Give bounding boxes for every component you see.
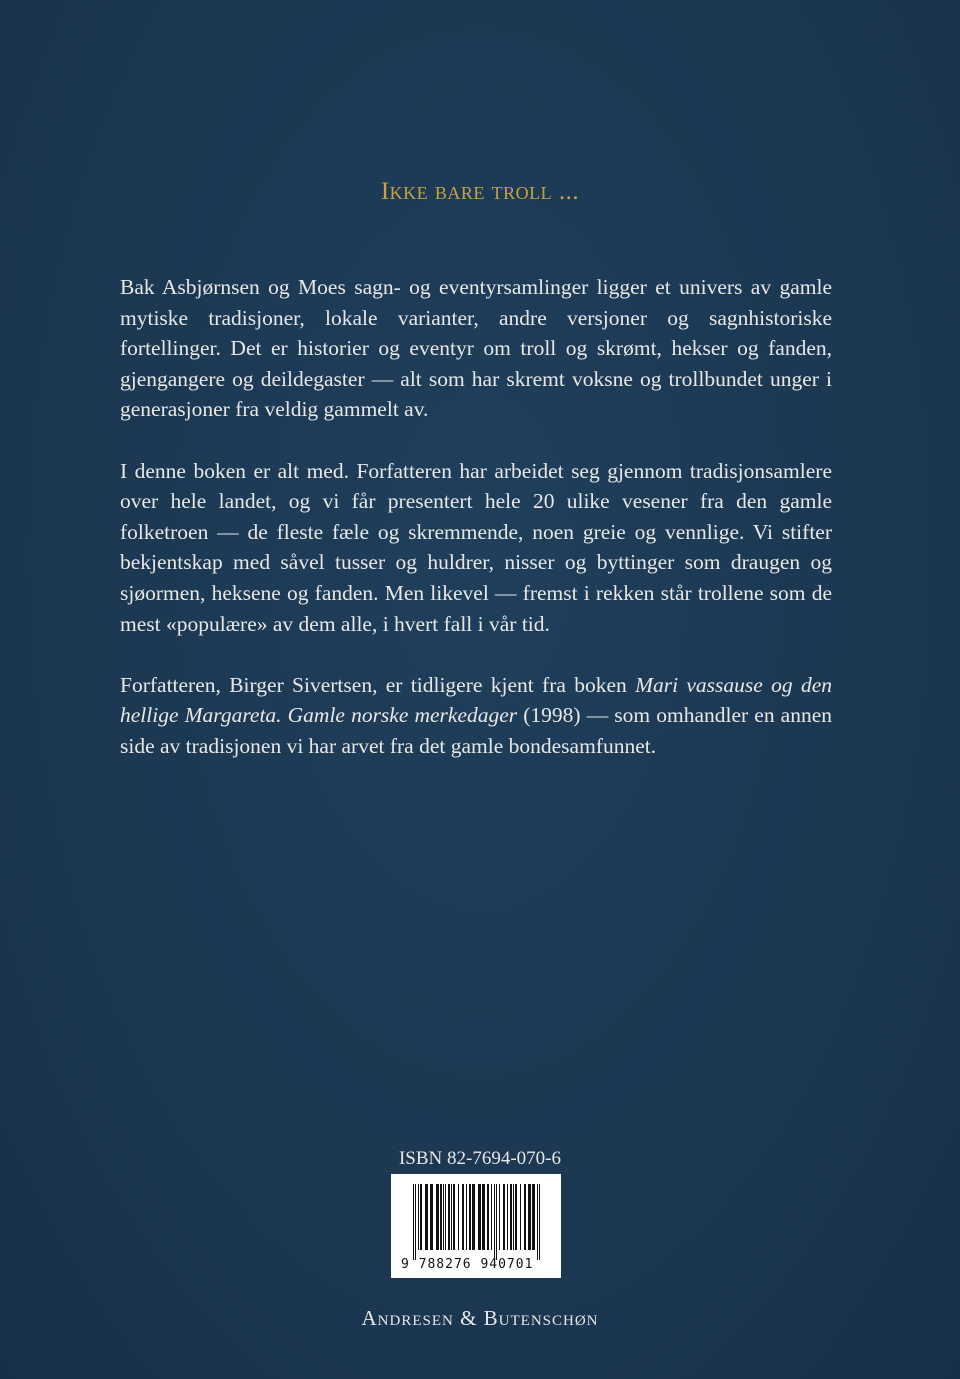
barcode-bar	[507, 1184, 508, 1250]
barcode-bar	[532, 1184, 535, 1250]
barcode-bar	[515, 1184, 517, 1250]
barcode-bar	[466, 1184, 467, 1250]
barcode-bar	[440, 1184, 442, 1250]
barcode-bar	[478, 1184, 481, 1250]
barcode-bar	[430, 1184, 433, 1250]
barcode-bar	[453, 1184, 455, 1250]
barcode-bar	[418, 1184, 419, 1250]
barcode-bar	[482, 1184, 485, 1250]
barcode-bar	[451, 1184, 452, 1250]
barcode-bar	[415, 1184, 416, 1260]
barcode-bar	[539, 1184, 540, 1260]
author-intro: Forfatteren, Birger Sivertsen, er tidligere kjent fra boken	[120, 672, 636, 697]
barcode-bar	[472, 1184, 475, 1250]
barcode-bar	[469, 1184, 471, 1250]
barcode-number: 9 788276 940701	[401, 1257, 534, 1272]
barcode-bar	[494, 1184, 495, 1260]
barcode-bar	[513, 1184, 514, 1250]
barcode-bar	[413, 1184, 414, 1260]
barcode-bar	[425, 1184, 428, 1250]
barcode-bar	[420, 1184, 422, 1250]
barcode-bar	[462, 1184, 464, 1250]
back-cover-heading: Ikke bare troll ...	[380, 178, 580, 205]
author-paragraph	[120, 670, 832, 762]
author-rest: (1998) — som omhandler en annen side av tradisjonen vi har arvet fra det gamle bondesamfunnet.	[120, 703, 833, 758]
barcode-bar	[436, 1184, 439, 1250]
barcode-bar	[528, 1184, 531, 1250]
blurb-paragraph-2: I denne boken er alt med. Forfatteren har arbeidet seg gjennom tradisjonsamlere over hele landet, og vi får presentert hele 20 ulike vesener fra den gamle folketroen — de fleste fæle og skremmende, noen greie og vennlige. Vi stifter bekjentskap med såvel tusser og huldrer, nisser og byttinger som draugen og sjøormen, heksene og fanden. Men likevel — fremst i rekken står trollene som de mest «populære» av dem alle, i hvert fall i vår tid.	[120, 458, 832, 636]
barcode-bar	[524, 1184, 526, 1250]
barcode-bar	[496, 1184, 497, 1260]
barcode-bar	[487, 1184, 489, 1250]
barcode-bar	[499, 1184, 500, 1250]
blurb-paragraph-1: Bak Asbjørnsen og Moes sagn- og eventyrsamlinger ligger et univers av gamle mytiske tradisjoner, lokale varianter, andre versjoner og sagnhistoriske fortellinger. Det er historier og eventyr om troll og skrømt, hekser og fanden, gjengangere og deildegaster — alt som har skremt voksne og trollbundet unger i generasjoner fra veldig gammelt av.	[120, 275, 832, 422]
barcode-bar	[458, 1184, 459, 1250]
barcode-bar	[491, 1184, 492, 1250]
barcode-bar	[503, 1184, 505, 1250]
previous-book-title: Mari vassause og den hellige Margareta. Gamle norske merkedager	[120, 672, 832, 728]
barcode-bar	[510, 1184, 512, 1250]
publisher-name: Andresen & Butenschøn	[361, 1306, 599, 1330]
isbn-label: ISBN 82-7694-070-6	[398, 1148, 562, 1169]
barcode	[391, 1174, 561, 1278]
barcode-bar	[448, 1184, 450, 1250]
barcode-bar	[537, 1184, 538, 1260]
barcode-bar	[443, 1184, 444, 1250]
blurb	[120, 272, 832, 792]
barcode-bar	[445, 1184, 446, 1250]
barcode-bar	[520, 1184, 521, 1250]
